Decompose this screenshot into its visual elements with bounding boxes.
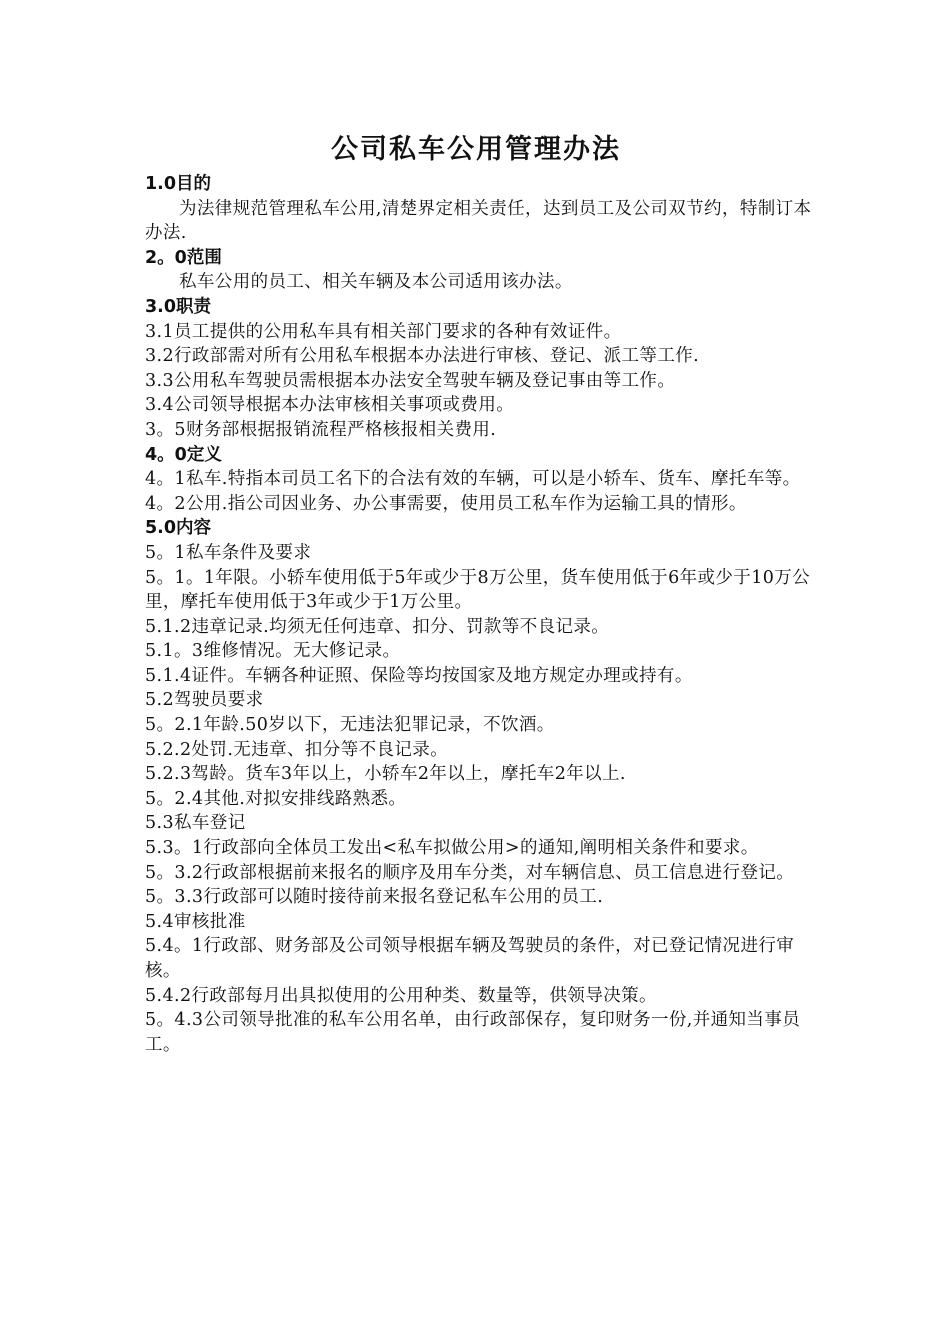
list-item: 5.2.3驾龄。货车3年以上，小轿车2年以上，摩托车2年以上. bbox=[145, 764, 626, 785]
list-item: 5.1.2违章记录.均须无任何违章、扣分、罚款等不良记录。 bbox=[145, 616, 610, 637]
list-item: 5。2.1年龄.50岁以下，无违法犯罪记录，不饮酒。 bbox=[145, 715, 555, 736]
list-item: 5.4审核批准 bbox=[145, 911, 246, 932]
paragraph: 私车公用的员工、相关车辆及本公司适用该办法。 bbox=[179, 272, 573, 293]
list-item: 3.4公司领导根据本办法审核相关事项或费用。 bbox=[145, 395, 515, 416]
list-item: 3。5财务部根据报销流程严格核报相关费用. bbox=[145, 419, 497, 440]
list-item: 3.1员工提供的公用私车具有相关部门要求的各种有效证件。 bbox=[145, 321, 622, 342]
section-heading: 3.0职责 bbox=[145, 296, 212, 317]
list-item: 5.1.4证件。车辆各种证照、保险等均按国家及地方规定办理或持有。 bbox=[145, 665, 693, 686]
section-heading: 4。0定义 bbox=[145, 444, 222, 465]
list-item: 3.2行政部需对所有公用私车根据本办法进行审核、登记、派工等工作. bbox=[145, 346, 700, 367]
list-item: 4。1私车.特指本司员工名下的合法有效的车辆，可以是小轿车、货车、摩托车等。 bbox=[145, 469, 801, 490]
section-content bbox=[145, 516, 815, 1057]
list-item: 5。1。1年限。小轿车使用低于5年或少于8万公里，货车使用低于6年或少于10万公里，摩托车使用低于3年或少于1万公里。 bbox=[145, 567, 811, 613]
list-item: 5.4。1行政部、财务部及公司领导根据车辆及驾驶员的条件，对已登记情况进行审核。 bbox=[145, 936, 795, 981]
paragraph: 为法律规范管理私车公用,清楚界定相关责任，达到员工及公司双节约，特制订本办法. bbox=[145, 198, 812, 244]
list-item: 5.2驾驶员要求 bbox=[145, 690, 264, 711]
section-heading: 5.0内容 bbox=[145, 518, 212, 539]
list-item: 5。3.2行政部根据前来报名的顺序及用车分类，对车辆信息、员工信息进行登记。 bbox=[145, 862, 795, 883]
section-heading: 2。0范围 bbox=[145, 247, 222, 268]
list-item: 4。2公用.指公司因业务、办公事需要，使用员工私车作为运输工具的情形。 bbox=[145, 493, 747, 514]
section-purpose bbox=[145, 172, 815, 246]
document-title: 公司私车公用管理办法 bbox=[331, 134, 621, 165]
list-item: 5.3。1行政部向全体员工发出<私车拟做公用>的通知,阐明相关条件和要求。 bbox=[145, 838, 759, 859]
section-definitions bbox=[145, 443, 815, 517]
list-item: 5.3私车登记 bbox=[145, 813, 246, 834]
list-item: 5。1私车条件及要求 bbox=[145, 542, 312, 563]
list-item: 5。3.3行政部可以随时接待前来报名登记私车公用的员工. bbox=[145, 887, 604, 908]
document-page bbox=[145, 128, 815, 1057]
list-item: 5.2.2处罚.无违章、扣分等不良记录。 bbox=[145, 739, 449, 760]
section-heading: 1.0目的 bbox=[145, 174, 212, 194]
section-scope bbox=[145, 246, 815, 295]
section-responsibilities bbox=[145, 295, 815, 443]
list-item: 5.4.2行政部每月出具拟使用的公用种类、数量等，供领导决策。 bbox=[145, 985, 657, 1006]
list-item: 3.3公用私车驾驶员需根据本办法安全驾驶车辆及登记事由等工作。 bbox=[145, 370, 676, 391]
list-item: 5.1。3维修情况。无大修记录。 bbox=[145, 641, 401, 662]
list-item: 5。4.3公司领导批准的私车公用名单，由行政部保存，复印财务一份,并通知当事员工。 bbox=[145, 1010, 801, 1055]
list-item: 5。2.4其他.对拟安排线路熟悉。 bbox=[145, 788, 407, 809]
